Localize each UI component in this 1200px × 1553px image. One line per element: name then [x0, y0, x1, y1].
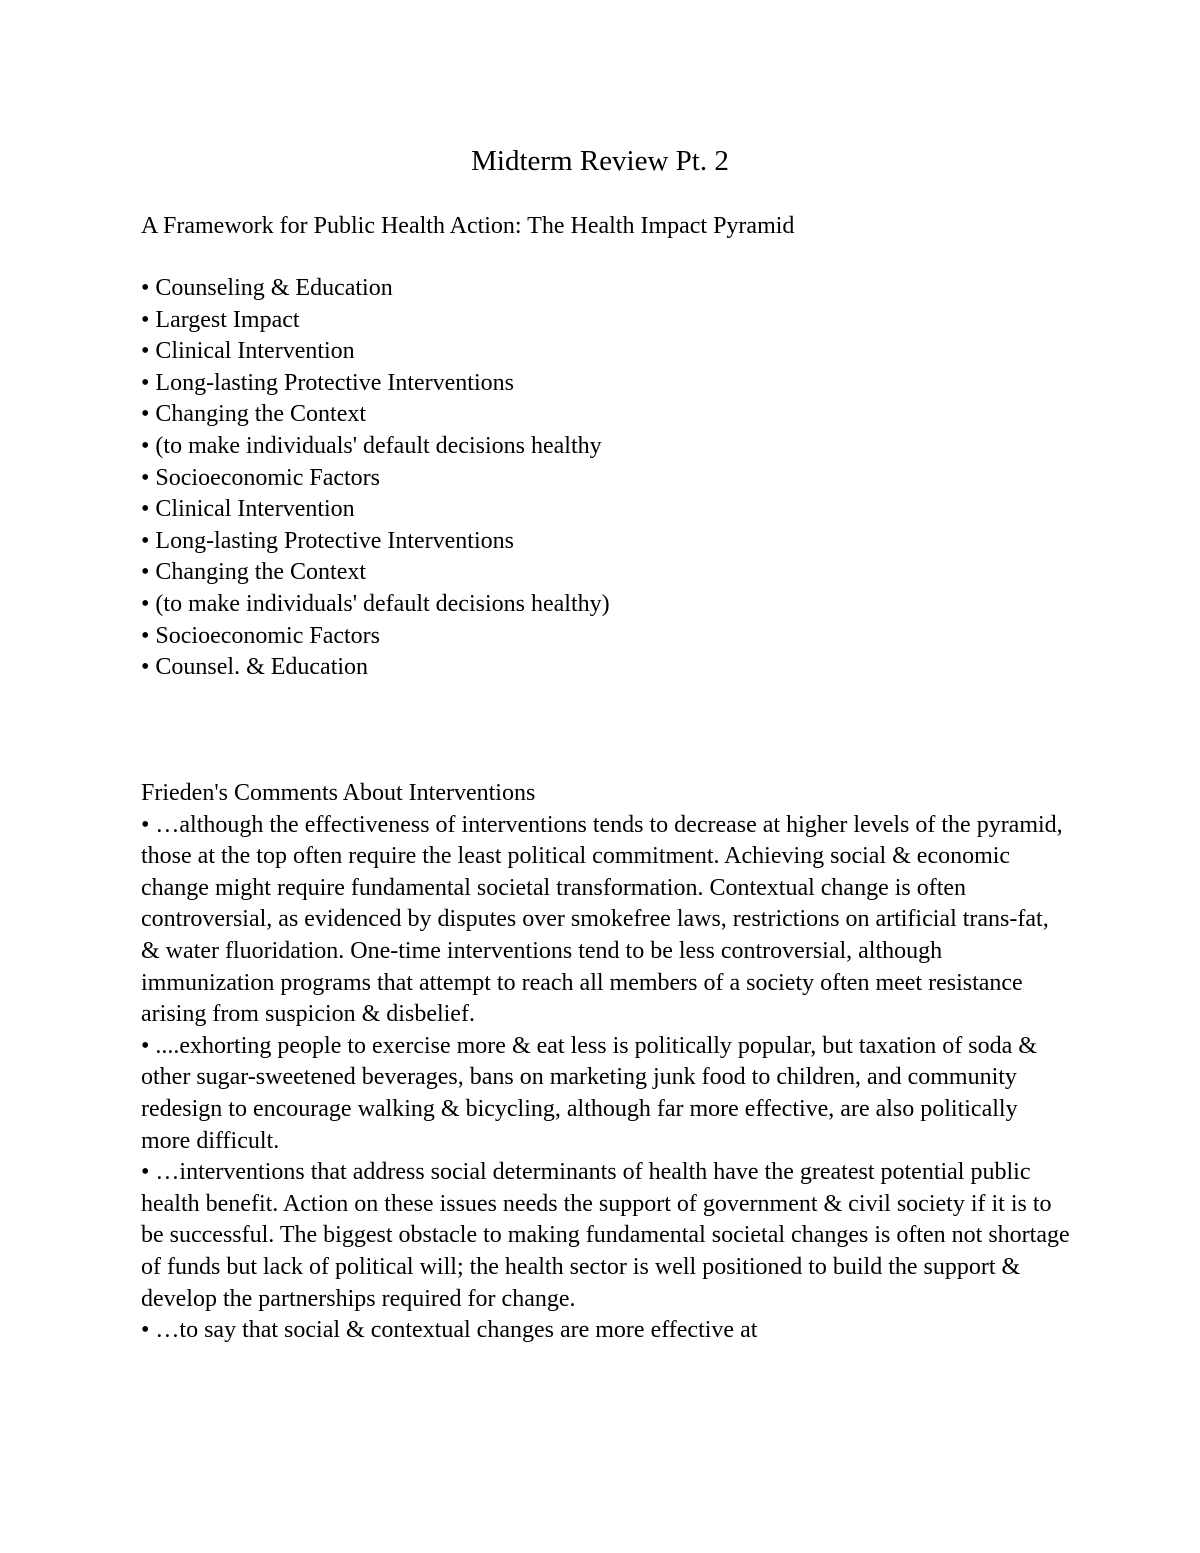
list-item: • Largest Impact [141, 306, 300, 333]
list-item: • Long-lasting Protective Interventions [141, 369, 514, 396]
list-item: • Long-lasting Protective Interventions [141, 527, 514, 554]
list-item: • Socioeconomic Factors [141, 622, 381, 649]
comment-paragraph: • …to say that social & contextual changes are more effective at [141, 1317, 758, 1344]
comment-paragraph: • …interventions that address social determinants of health have the greatest potential public health benefit. Action on these issues needs the support of government & civil society if it is to be successful. The biggest obstacle to making fundamental societal changes is often not shortage of funds but lack of political will; the health sector is well positioned to build the support & develop the partnerships required for change. [141, 1159, 1070, 1312]
comment-paragraph: • ....exhorting people to exercise more & eat less is politically popular, but taxation of soda & other sugar-sweetened beverages, bans on marketing junk food to children, and community redesign to encourage walking & bicycling, although far more effective, are also politically more difficult. [141, 1032, 1037, 1154]
list-item: • Changing the Context [141, 559, 367, 586]
list-item: • Counsel. & Education [141, 654, 369, 681]
section-subtitle: A Framework for Public Health Action: The Health Impact Pyramid [141, 213, 795, 239]
pyramid-list [141, 273, 610, 684]
page-title: Midterm Review Pt. 2 [471, 145, 729, 177]
list-item: • Socioeconomic Factors [141, 464, 381, 491]
comment-paragraph: • …although the effectiveness of interventions tends to decrease at higher levels of the pyramid, those at the top often require the least political commitment. Achieving social & economic change might require fundamental societal transformation. Contextual change is often controversial, as evidenced by disputes over smokefree laws, restrictions on artificial trans-fat, & water fluoridation. One-time interventions tend to be less controversial, although immunization programs that attempt to reach all members of a society often meet resistance arising from suspicion & disbelief. [141, 811, 1063, 1028]
list-item: • Clinical Intervention [141, 496, 355, 523]
comments-heading: Frieden's Comments About Interventions [141, 780, 536, 806]
list-item: • Clinical Intervention [141, 338, 355, 365]
list-item: • Changing the Context [141, 401, 367, 428]
list-item: • Counseling & Education [141, 275, 393, 301]
comments-section [141, 778, 1071, 1347]
list-item: • (to make individuals' default decisions healthy [141, 432, 602, 459]
list-item: • (to make individuals' default decisions healthy) [141, 590, 610, 617]
